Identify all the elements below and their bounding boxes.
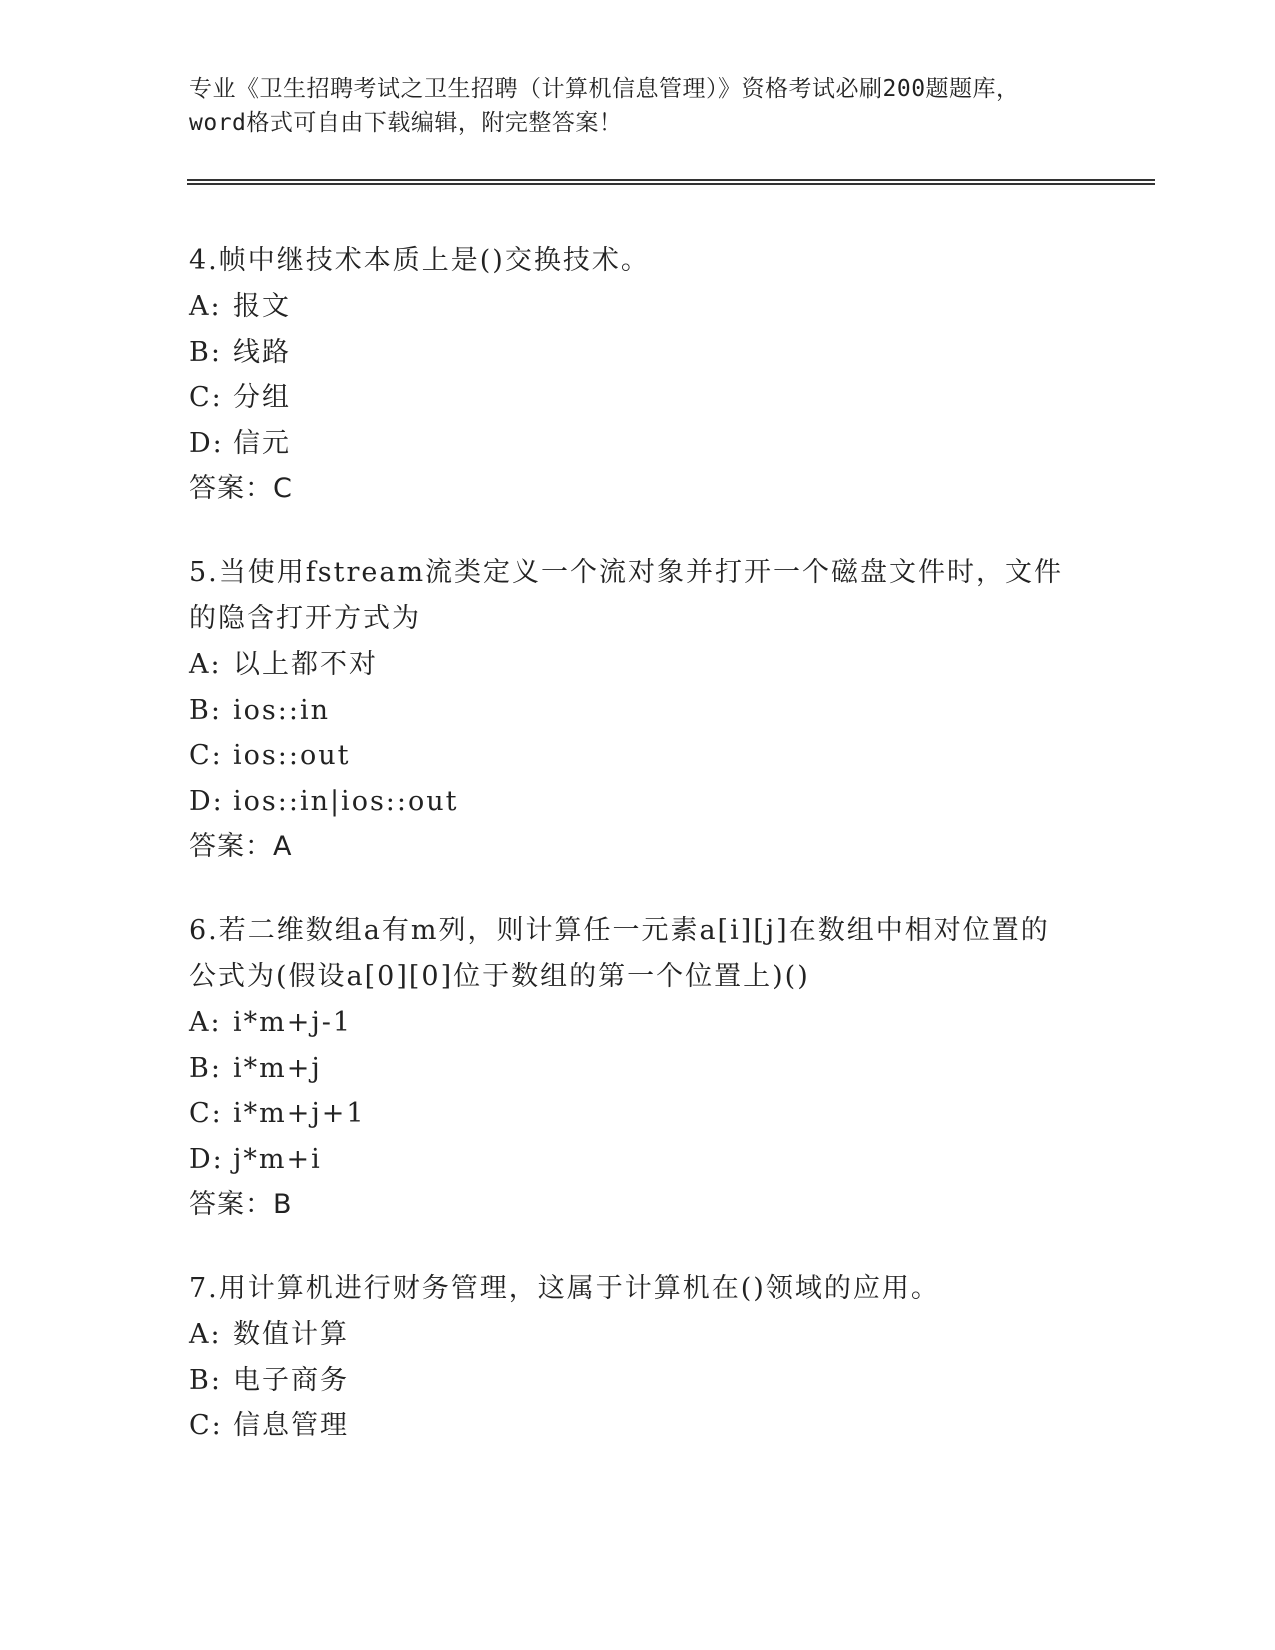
option-letter: C:: [189, 382, 223, 413]
question-5: [189, 550, 1109, 870]
option-letter: A:: [189, 1319, 222, 1350]
option-a: [189, 1000, 1109, 1046]
question-7: [189, 1266, 1109, 1449]
question-stem-line: 5.当使用fstream流类定义一个流对象并打开一个磁盘文件时，文件: [189, 557, 1064, 588]
question-stem: [189, 908, 1109, 1000]
option-text: i*m+j+1: [233, 1098, 366, 1129]
option-letter: B:: [189, 1052, 222, 1084]
option-text: 信元: [233, 427, 291, 459]
header-line-1: 专业《卫生招聘考试之卫生招聘（计算机信息管理）》资格考试必刷200题题库，: [189, 76, 1020, 102]
answer-line: 答案：A: [189, 831, 293, 862]
option-letter: D:: [189, 427, 224, 459]
option-text: ios::in: [233, 694, 330, 726]
header-divider: [187, 179, 1155, 185]
option-text: i*m+j: [233, 1052, 322, 1084]
option-letter: B:: [189, 694, 222, 726]
option-text: i*m+j-1: [233, 1007, 353, 1038]
question-stem-line: 6.若二维数组a有m列，则计算任一元素a[i][j]在数组中相对位置的: [189, 915, 1050, 946]
option-c: [189, 1091, 1109, 1137]
option-text: 以上都不对: [233, 649, 378, 680]
option-b: [189, 688, 1109, 734]
option-d: [189, 779, 1109, 825]
option-letter: A:: [189, 1007, 222, 1038]
option-a: [189, 642, 1109, 688]
header-line-2: word格式可自由下载编辑，附完整答案！: [189, 110, 623, 136]
question-stem: [189, 550, 1109, 642]
option-letter: D:: [189, 1143, 224, 1175]
question-stem-line: 公式为(假设a[0][0]位于数组的第一个位置上)(): [189, 961, 810, 992]
answer-line: 答案：B: [189, 1189, 293, 1220]
option-text: 分组: [233, 382, 291, 413]
question-stem-line: 7.用计算机进行财务管理，这属于计算机在()领域的应用。: [189, 1273, 940, 1304]
option-b: [189, 1046, 1109, 1092]
document-header: [189, 72, 1089, 140]
option-letter: C:: [189, 1410, 223, 1441]
option-d: [189, 1137, 1109, 1183]
option-text: ios::in|ios::out: [233, 785, 459, 817]
question-stem: [189, 238, 1109, 284]
option-letter: A:: [189, 649, 222, 680]
option-text: 线路: [233, 336, 291, 368]
question-list: [189, 238, 1109, 1487]
option-c: [189, 375, 1109, 421]
option-a: [189, 1312, 1109, 1358]
option-letter: C:: [189, 740, 223, 771]
option-letter: C:: [189, 1098, 223, 1129]
option-text: j*m+i: [233, 1143, 322, 1175]
option-text: ios::out: [233, 740, 351, 771]
option-d: [189, 421, 1109, 467]
option-b: [189, 1358, 1109, 1404]
option-text: 数值计算: [233, 1319, 349, 1350]
option-text: 信息管理: [233, 1410, 349, 1441]
answer-line: 答案：C: [189, 473, 293, 504]
question-6: [189, 908, 1109, 1228]
question-stem-line: 4.帧中继技术本质上是()交换技术。: [189, 245, 650, 276]
option-letter: D:: [189, 785, 224, 817]
option-letter: A:: [189, 291, 222, 322]
option-b: [189, 330, 1109, 376]
option-letter: B:: [189, 1364, 222, 1396]
question-4: [189, 238, 1109, 512]
question-stem: [189, 1266, 1109, 1312]
option-text: 电子商务: [233, 1364, 349, 1396]
option-c: [189, 1403, 1109, 1449]
option-c: [189, 733, 1109, 779]
question-stem-line: 的隐含打开方式为: [189, 603, 421, 634]
option-a: [189, 284, 1109, 330]
option-text: 报文: [233, 291, 291, 322]
option-letter: B:: [189, 336, 222, 368]
